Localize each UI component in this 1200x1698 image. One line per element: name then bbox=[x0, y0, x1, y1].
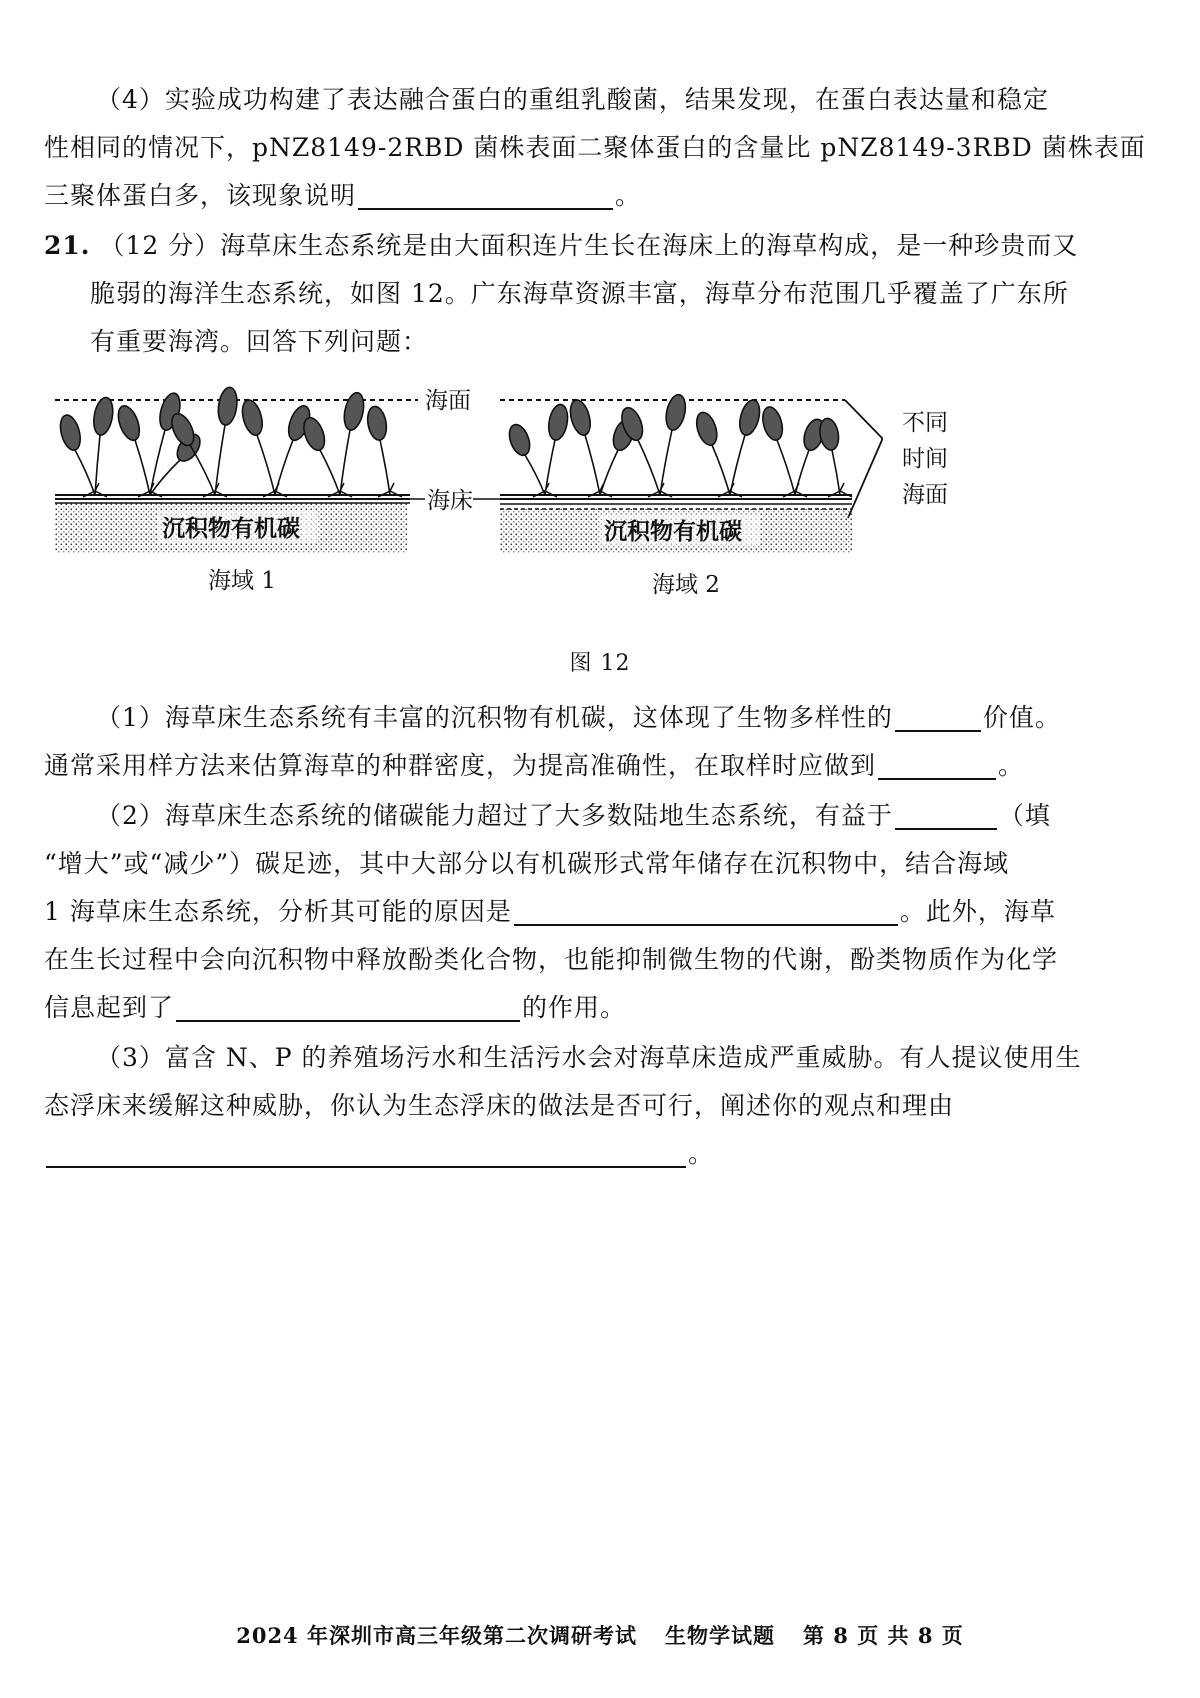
sub3-line2 bbox=[44, 1082, 954, 1130]
answer-blank[interactable] bbox=[895, 700, 981, 732]
text: 脆弱的海洋生态系统，如图 12。广东海草资源丰富，海草分布范围几乎覆盖了广东所 bbox=[90, 279, 1069, 308]
text: 性相同的情况下，pNZ8149-2RBD 菌株表面二聚体蛋白的含量比 pNZ8149-3RBD 菌株表面 bbox=[44, 133, 1146, 162]
seagrass-leaf bbox=[760, 405, 786, 443]
figure-12-seagrass-diagram bbox=[40, 378, 1120, 628]
seagrass-leaf bbox=[216, 386, 239, 426]
sub3-line3 bbox=[44, 1130, 714, 1178]
seagrass-stem bbox=[712, 445, 730, 495]
caption-text: 图 12 bbox=[569, 651, 631, 676]
seagrass-leaf bbox=[693, 410, 721, 448]
answer-blank[interactable] bbox=[46, 1136, 686, 1168]
text: 三聚体蛋白多，该现象说明 bbox=[44, 181, 357, 210]
seagrass-leaf bbox=[365, 405, 389, 442]
seagrass-leaf bbox=[114, 403, 143, 443]
text: 通常采用样方法来估算海草的种群密度，为提高准确性，在取样时应做到 bbox=[44, 751, 877, 780]
sub2-line5 bbox=[44, 984, 626, 1032]
text: 。 bbox=[688, 1139, 715, 1168]
answer-blank[interactable] bbox=[895, 798, 997, 830]
text: 信息起到了 bbox=[44, 993, 175, 1022]
sub2-line2 bbox=[44, 840, 1009, 888]
seagrass-stem bbox=[832, 450, 840, 495]
seagrass-leaf bbox=[91, 396, 115, 437]
seagrass-leaf bbox=[341, 391, 367, 432]
seagrass-stem bbox=[600, 450, 618, 495]
seagrass-stem bbox=[190, 445, 215, 495]
answer-blank[interactable] bbox=[358, 178, 613, 210]
seagrass-stem bbox=[585, 435, 600, 495]
seagrass-leaf bbox=[567, 398, 594, 437]
q21-intro-line3 bbox=[90, 318, 428, 366]
answer-blank[interactable] bbox=[878, 748, 996, 780]
text: 态浮床来缓解这种威胁，你认为生态浮床的做法是否可行，阐述你的观点和理由 bbox=[44, 1091, 955, 1120]
sediment-label-2: 沉积物有机碳 bbox=[604, 518, 742, 545]
text: （1）海草床生态系统有丰富的沉积物有机碳，这体现了生物多样性的 bbox=[96, 703, 893, 732]
text: （4）实验成功构建了表达融合蛋白的重组乳酸菌，结果发现，在蛋白表达量和稳定 bbox=[96, 85, 1049, 114]
text: 。 bbox=[615, 181, 642, 210]
question-points: （12 分） bbox=[99, 231, 221, 260]
seagrass-stem bbox=[777, 440, 795, 495]
seagrass-stem bbox=[135, 440, 150, 495]
seagrass-stem bbox=[340, 430, 350, 495]
seagrass-stem bbox=[215, 425, 225, 495]
sub2-line1 bbox=[96, 792, 1051, 840]
text: 在生长过程中会向沉积物中释放酚类化合物，也能抑制微生物的代谢，酚类物质作为化学 bbox=[44, 945, 1059, 974]
seagrass-leaf bbox=[736, 398, 763, 437]
seabed-label: 海床 bbox=[427, 488, 473, 514]
sub1-line2 bbox=[44, 742, 1024, 790]
text: “增大”或“减少”）碳足迹，其中大部分以有机碳形式常年储存在沉积物中，结合海域 bbox=[44, 849, 1010, 878]
sub3-line1 bbox=[96, 1034, 1082, 1082]
diff-time-label-3: 海面 bbox=[902, 482, 948, 508]
q20-part4-line1 bbox=[96, 76, 1049, 124]
q21-intro-line2 bbox=[90, 270, 1069, 318]
seagrass-stem bbox=[75, 450, 95, 495]
diff-time-label-2: 时间 bbox=[902, 446, 948, 472]
q20-part4-line3 bbox=[44, 172, 641, 220]
seagrass-group-1 bbox=[57, 386, 402, 497]
exam-title: 2024 年深圳市高三年级第二次调研考试 bbox=[236, 1623, 637, 1648]
seagrass-leaf bbox=[818, 417, 841, 452]
sea-surface-label: 海面 bbox=[425, 388, 471, 414]
seagrass-group-2 bbox=[506, 393, 852, 497]
seagrass-stem bbox=[257, 435, 275, 495]
seagrass-stem bbox=[380, 440, 390, 495]
text: （填 bbox=[998, 801, 1051, 830]
q21-intro-line1 bbox=[44, 222, 1078, 270]
seagrass-leaf bbox=[506, 422, 534, 458]
text: 。 bbox=[998, 751, 1025, 780]
diff-time-label-1: 不同 bbox=[902, 410, 948, 436]
seagrass-stem bbox=[525, 455, 545, 495]
sediment-label-1: 沉积物有机碳 bbox=[162, 515, 300, 542]
seagrass-leaf bbox=[239, 398, 266, 437]
text: （2）海草床生态系统的储碳能力超过了大多数陆地生态系统，有益于 bbox=[96, 801, 893, 830]
question-number: 21. bbox=[44, 231, 91, 260]
q20-part4-line2 bbox=[44, 124, 1146, 172]
seagrass-leaf bbox=[546, 403, 570, 442]
seagrass-stem bbox=[150, 460, 180, 495]
seagrass-stem bbox=[660, 430, 672, 495]
seagrass-stem bbox=[320, 450, 340, 495]
sub2-line4 bbox=[44, 936, 1058, 984]
page-footer bbox=[0, 1620, 1200, 1650]
sub1-line1 bbox=[96, 694, 1061, 742]
text: 海草床生态系统是由大面积连片生长在海床上的海草构成，是一种珍贵而又 bbox=[220, 231, 1079, 260]
page-number: 第 8 页 共 8 页 bbox=[802, 1623, 964, 1648]
answer-blank[interactable] bbox=[176, 990, 520, 1022]
seagrass-leaf bbox=[663, 393, 688, 432]
text: 的作用。 bbox=[522, 993, 627, 1022]
text: 有重要海湾。回答下列问题： bbox=[90, 327, 429, 356]
text: 。此外，海草 bbox=[899, 897, 1056, 926]
seagrass-stem bbox=[638, 440, 660, 495]
seagrass-leaf bbox=[57, 413, 84, 452]
area-1-label: 海域 1 bbox=[208, 568, 276, 594]
subject-title: 生物学试题 bbox=[664, 1623, 775, 1648]
answer-blank[interactable] bbox=[514, 894, 898, 926]
text: 价值。 bbox=[982, 703, 1061, 732]
area-2-label: 海域 2 bbox=[652, 572, 720, 598]
time-bracket bbox=[845, 400, 882, 518]
text: 1 海草床生态系统，分析其可能的原因是 bbox=[44, 897, 512, 926]
text: （3）富含 N、P 的养殖场污水和生活污水会对海草床造成严重威胁。有人提议使用生 bbox=[96, 1043, 1082, 1072]
sub2-line3 bbox=[44, 888, 1056, 936]
figure-caption bbox=[0, 640, 1200, 688]
